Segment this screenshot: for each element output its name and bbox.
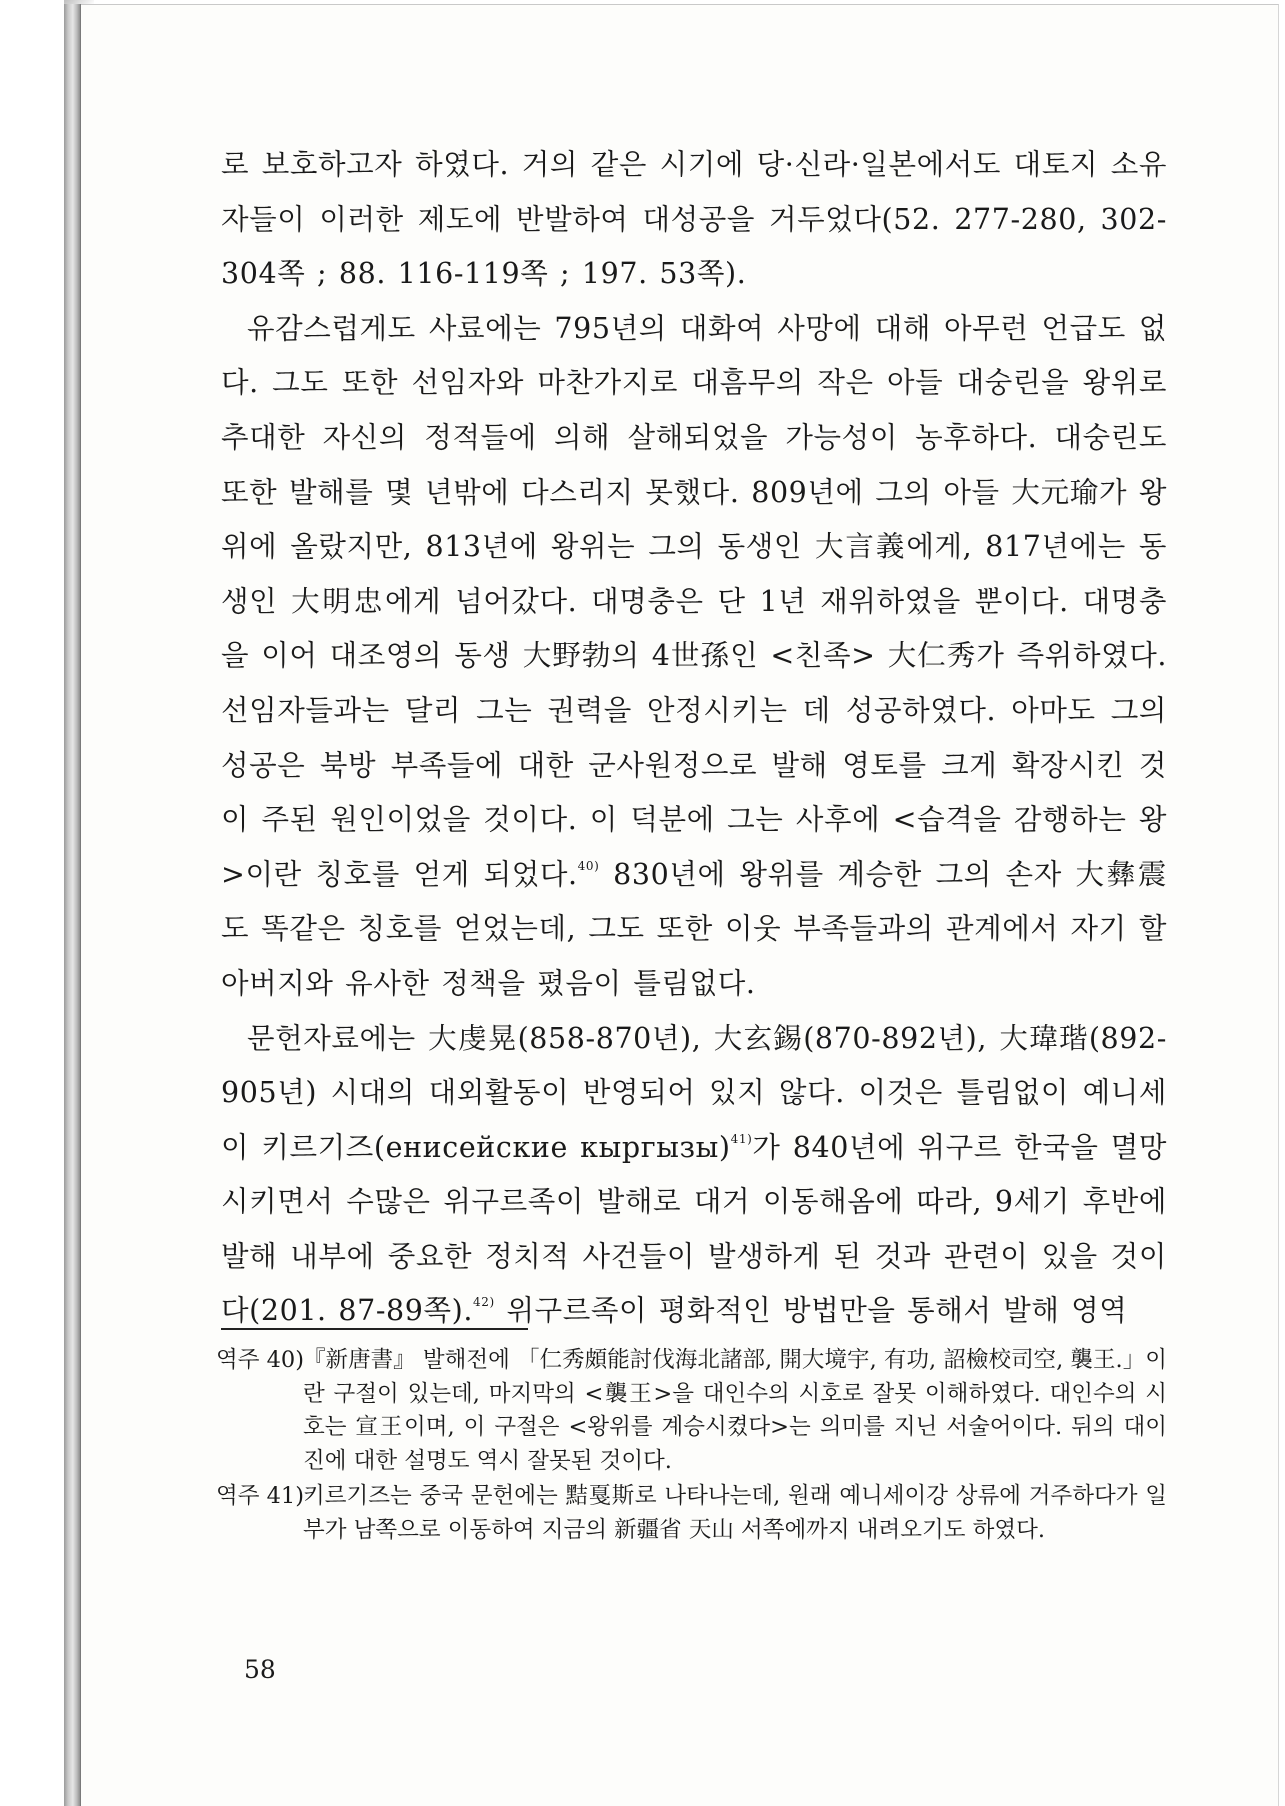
paragraph-2-text: 유감스럽게도 사료에는 795년의 대화여 사망에 대해 아무런 언급도 없다. 그도 또한 선임자와 마찬가지로 대흠무의 작은 아들 대숭린을 왕위로 추대한 자신의 정적들에 의해 살해되었을 가능성이 농후하다. 대숭린도 또한 발해를 몇 년밖에 다스리지 못했다. 809년에 그의 아들 大元瑜가 왕위에 올랐지만, 813년에 왕위는 그의 동생인 大言義에게, 817년에는 동생인 大明忠에게 넘어갔다. 대명충은 단 1년 재위하였을 뿐이다. 대명충을 이어 대조영의 동생 大野勃의 4世孫인 <친족> 大仁秀가 즉위하였다. 선임자들과는 달리 그는 권력을 안정시키는 데 성공하였다. 아마도 그의 성공은 북방 부족들에 대한 군사원정으로 발해 영토를 크게 확장시킨 것이 주된 원인이었을 것이다. 이 덕분에 그는 사후에 <습격을 감행하는 왕>이란 칭호를 얻게 되었다.: [221, 311, 1167, 891]
note-label: 역주 40): [216, 1347, 305, 1373]
footnote-ref-40[interactable]: 40): [577, 858, 600, 873]
page-number: 58: [244, 1655, 276, 1684]
book-page-stack: [64, 4, 80, 1806]
note-40: [216, 1344, 1167, 1478]
main-text: [221, 138, 1167, 1339]
paragraph-1: 로 보호하고자 하였다. 거의 같은 시기에 당·신라·일본에서도 대토지 소유자들이 이러한 제도에 반발하여 대성공을 거두었다(52. 277-280, 302-304쪽 ; 88. 116-119쪽 ; 197. 53쪽).: [221, 148, 1167, 291]
note-41: [216, 1480, 1167, 1547]
paragraph-3: [221, 1012, 1167, 1340]
footnote-ref-42[interactable]: 42): [473, 1295, 495, 1310]
note-text: 『新唐書』 발해전에 「仁秀頗能討伐海北諸部, 開大境宇, 有功, 詔檢校司空, 襲王.」이란 구절이 있는데, 마지막의 <襲王>을 대인수의 시호로 잘못 이해하였다. 대인수의 시호는 宣王이며, 이 구절은 <왕위를 계승시켰다>는 의미를 지닌 서술어이다. 뒤의 대이진에 대한 설명도 역시 잘못된 것이다.: [303, 1347, 1167, 1474]
footnote-divider: [221, 1328, 528, 1330]
paragraph-2-text-cont: 830년에 왕위를 계승한 그의 손자 大彝震도 똑같은 칭호를 얻었는데, 그도 또한 이웃 부족들과의 관계에서 자기 할아버지와 유사한 정책을 폈음이 틀림없다.: [221, 857, 1167, 1000]
paragraph-2: [221, 302, 1167, 1012]
paragraph-3-text-cont: 가 840년에 위구르 한국을 멸망시키면서 수많은 위구르족이 발해로 대거 이동해옴에 따라, 9세기 후반에 발해 내부에 중요한 정치적 사건들이 발생하게 된 것과 관련이 있을 것이다(201. 87-89쪽).: [221, 1130, 1167, 1328]
note-label: 역주 41): [216, 1483, 305, 1510]
paragraph-3-text-end: 위구르족이 평화적인 방법만을 통해서 발해 영역: [494, 1294, 1128, 1328]
footnote-ref-41[interactable]: 41): [730, 1131, 753, 1146]
note-text: 키르기즈는 중국 문헌에는 黠戛斯로 나타나는데, 원래 예니세이강 상류에 거주하다가 일부가 남쪽으로 이동하여 지금의 新疆省 天山 서쪽에까지 내려오기도 하였다.: [303, 1483, 1167, 1543]
paragraph-3-text: 문헌자료에는 大虔晃(858-870년), 大玄錫(870-892년), 大瑋瑎(892-905년) 시대의 대외활동이 반영되어 있지 않다. 이것은 틀림없이 예니세이 키르기즈(енисейские кыргызы): [221, 1021, 1167, 1164]
translator-notes: [216, 1344, 1167, 1550]
